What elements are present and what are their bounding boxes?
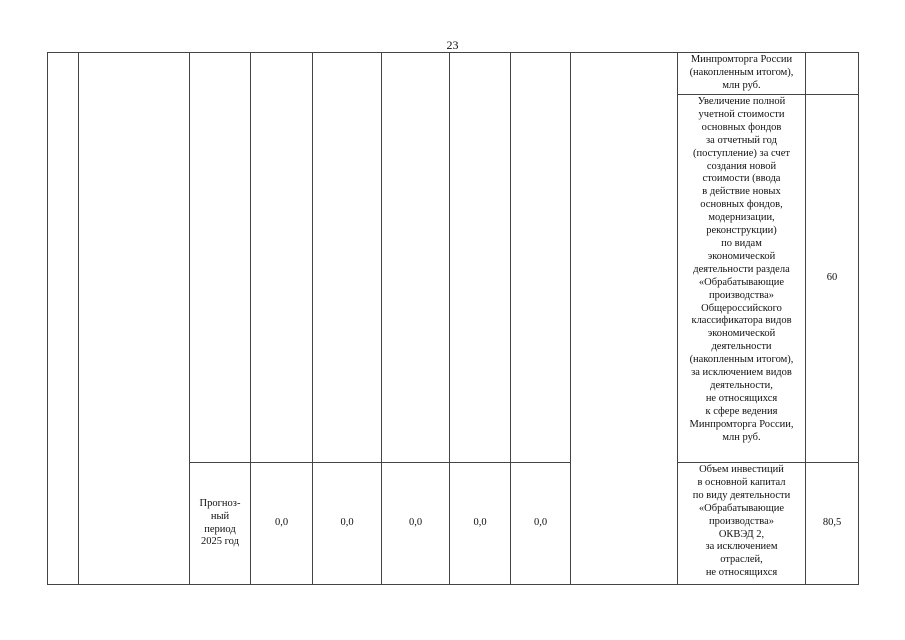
column-divider xyxy=(47,52,48,585)
indicator-cell: Увеличение полной учетной стоимости основных фондов за отчетный год (поступление) за счет создания новой стоимости (ввода в действие новых основных фондов, модернизации, реконструкции) по видам экономической деятельности раздела «Обрабатывающие производства» Общероссийского классификатора видов экономической деятельности (накопленным итогом), за исключением видов деятельности, не относящихся к сфере ведения Минпромторга России, млн руб. xyxy=(689,96,794,443)
indicator-cell: Минпромторга России (накопленным итогом), млн руб. xyxy=(689,54,794,91)
value-cell: 60 xyxy=(826,272,838,284)
amount-cell: 0,0 xyxy=(408,517,423,529)
table-bottom-border xyxy=(47,584,859,585)
value-cell xyxy=(806,53,858,94)
indicator-cell: Объем инвестиций в основной капитал по виду деятельности «Обрабатывающие производства» ОКВЭД 2, за исключением отраслей, не относящихся xyxy=(692,464,791,579)
value-cell: 80,5 xyxy=(822,517,842,529)
column-divider xyxy=(570,52,571,585)
amount-cell: 0,0 xyxy=(473,517,487,529)
amount-cell: 0,0 xyxy=(533,517,548,529)
column-divider xyxy=(78,52,79,585)
page-number: 23 xyxy=(446,38,459,52)
amount-cell: 0,0 xyxy=(274,517,289,529)
amount-cell: 0,0 xyxy=(340,517,354,529)
period-cell: Прогноз- ный период 2025 год xyxy=(199,497,241,548)
column-divider xyxy=(858,52,859,585)
